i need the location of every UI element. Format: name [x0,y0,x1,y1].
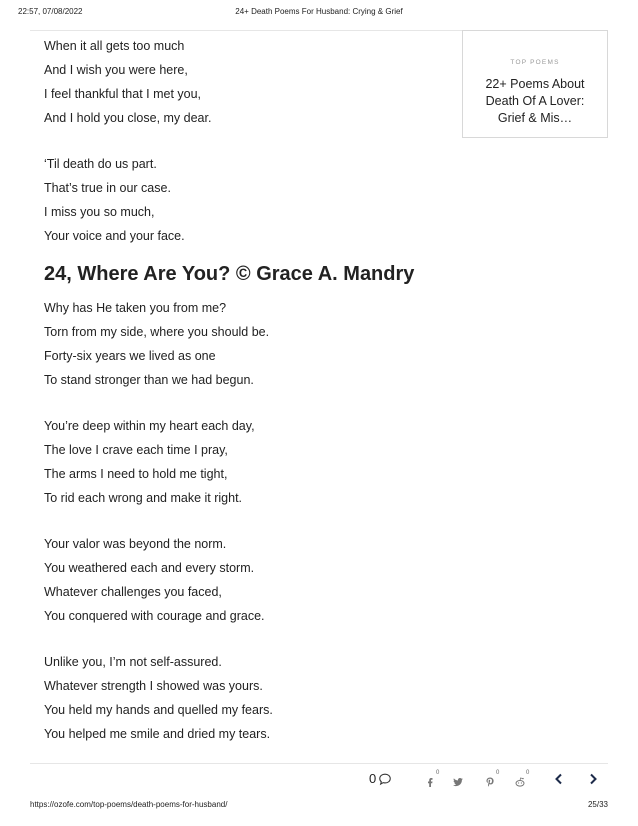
poem-line: You helped me smile and dried my tears. [44,727,271,741]
poem-24-title: 24, Where Are You? © Grace A. Mandry [44,263,415,285]
poem-end-stanza-1 [44,34,454,130]
poem-line: Whatever strength I showed was yours. [44,679,263,693]
poem-line: Unlike you, I’m not self-assured. [44,655,222,669]
poem-line: You’re deep within my heart each day, [44,419,255,433]
print-page-number: 25/33 [587,800,608,809]
comment-count: 0 [369,771,377,786]
print-datetime: 22:57, 07/08/2022 [18,7,83,16]
comments-button[interactable] [369,771,392,786]
top-poems-widget [462,30,608,138]
poem-line: Your valor was beyond the norm. [44,537,227,551]
reddit-icon [514,776,526,788]
chevron-left-icon [553,773,565,785]
poem-24-stanza-2 [44,414,454,510]
facebook-share-count: 0 [436,770,440,776]
print-footer [0,800,638,820]
speech-bubble-icon [378,772,392,786]
poem-24-stanza-3 [44,532,454,628]
poem-line: When it all gets too much [44,39,185,53]
facebook-icon [424,776,436,788]
print-url: https://ozofe.com/top-poems/death-poems-for-husband/ [30,800,228,809]
top-poems-label: TOP POEMS [510,59,560,66]
facebook-share-button[interactable] [424,770,444,790]
poem-line: The love I crave each time I pray, [44,443,228,457]
poem-line: Forty-six years we lived as one [44,349,216,363]
poem-24-stanza-1 [44,296,454,392]
next-button[interactable] [582,768,604,790]
poem-line: And I hold you close, my dear. [44,111,212,125]
poem-line: I miss you so much, [44,205,155,219]
pinterest-icon [484,776,496,788]
poem-line: You conquered with courage and grace. [44,609,265,623]
print-doc-title: 24+ Death Poems For Husband: Crying & Grief [235,7,403,16]
reddit-share-count: 0 [526,770,530,776]
poem-line: To stand stronger than we had begun. [44,373,254,387]
poem-line: You held my hands and quelled my fears. [44,703,273,717]
previous-button[interactable] [548,768,570,790]
poem-24-stanza-4 [44,650,454,746]
share-bar [0,766,638,794]
twitter-icon [452,776,464,788]
article-content [44,34,454,746]
top-poem-link[interactable]: 22+ Poems About Death Of A Lover: Grief & Mis… [485,77,585,125]
bottom-divider [30,763,608,764]
poem-line: And I wish you were here, [44,63,188,77]
poem-end-stanza-2 [44,152,454,248]
print-header [0,0,638,22]
pinterest-share-count: 0 [496,770,500,776]
reddit-share-button[interactable] [514,770,534,790]
poem-line: Your voice and your face. [44,229,185,243]
poem-line: Whatever challenges you faced, [44,585,222,599]
poem-line: To rid each wrong and make it right. [44,491,243,505]
poem-line: That’s true in our case. [44,181,171,195]
pinterest-share-button[interactable] [484,770,504,790]
chevron-right-icon [587,773,599,785]
poem-line: Torn from my side, where you should be. [44,325,270,339]
poem-line: You weathered each and every storm. [44,561,255,575]
poem-line: I feel thankful that I met you, [44,87,202,101]
poem-line: ‘Til death do us part. [44,157,157,171]
poem-line: The arms I need to hold me tight, [44,467,228,481]
twitter-share-button[interactable] [452,770,472,790]
poem-line: Why has He taken you from me? [44,301,227,315]
